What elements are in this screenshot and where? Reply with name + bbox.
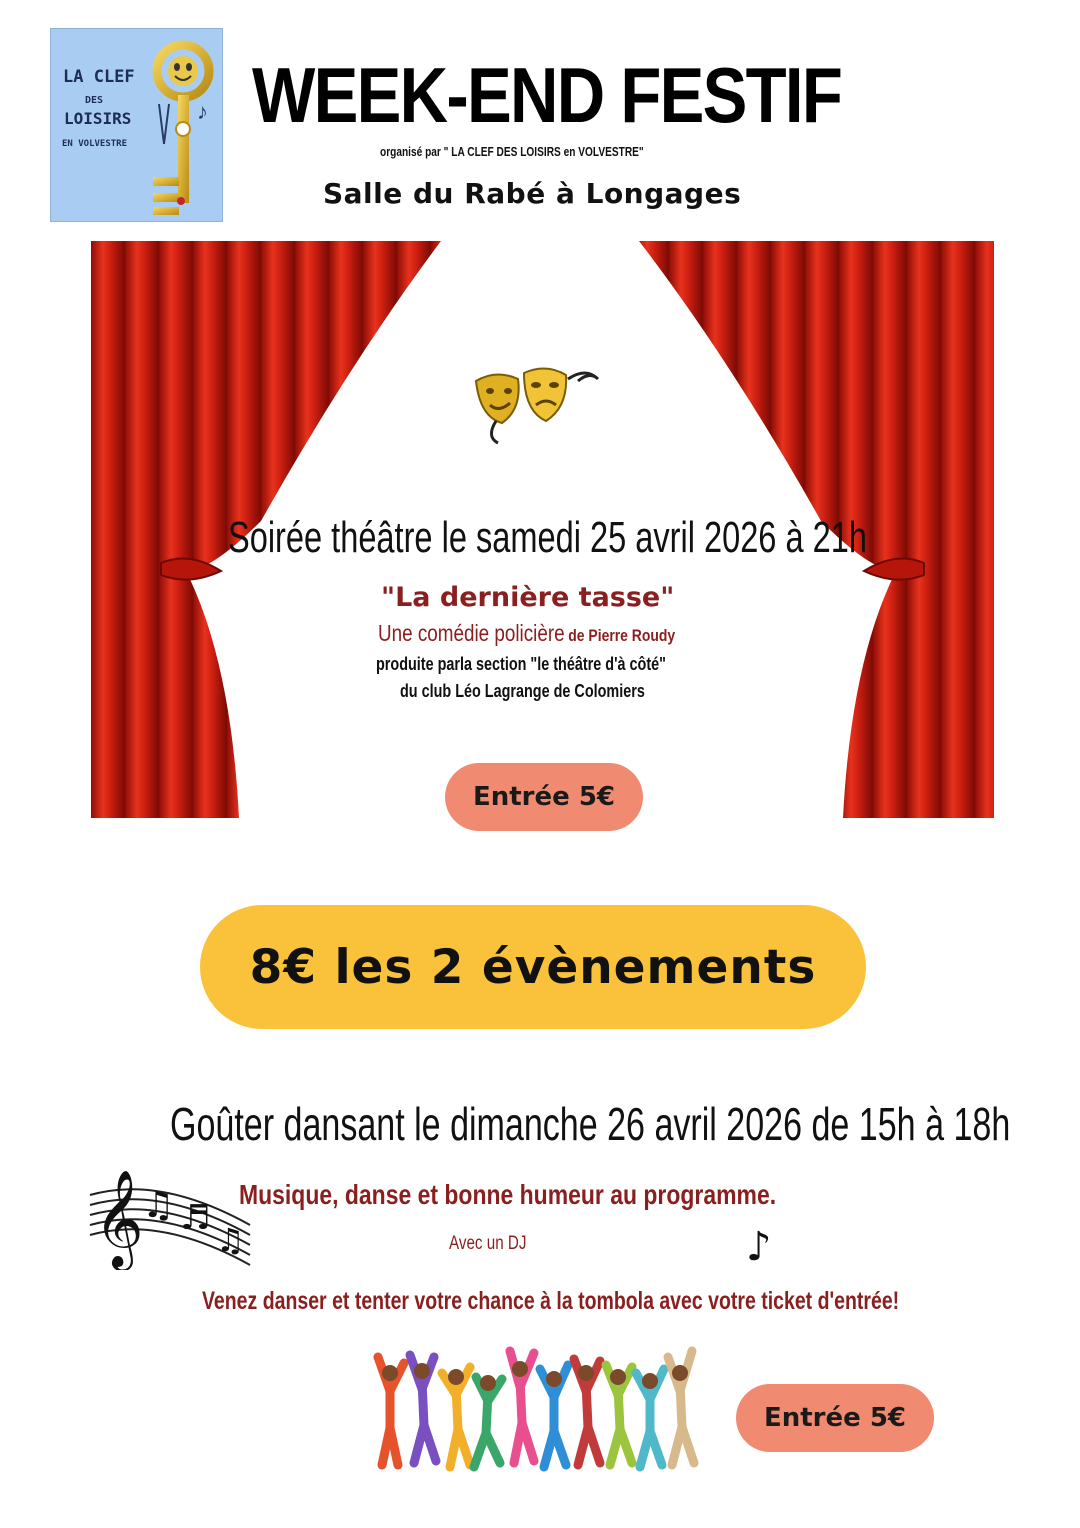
logo-text-line2: DES <box>85 95 104 106</box>
dance-entry-badge: Entrée 5€ <box>736 1384 934 1452</box>
theatre-heading: Soirée théâtre le samedi 25 avril 2026 à 21h <box>228 513 867 562</box>
dance-heading: Goûter dansant le dimanche 26 avril 2026 de 15h à 18h <box>170 1098 1011 1150</box>
logo-text-line3: LOISIRS <box>64 109 132 128</box>
svg-text:♬: ♬ <box>180 1198 211 1238</box>
event-title-text: WEEK-END FESTIF <box>252 51 842 139</box>
dance-program: Musique, danse et bonne humeur au programme. <box>239 1179 777 1210</box>
play-author: de Pierre Roudy <box>568 626 676 645</box>
logo-text-line1: LA CLEF <box>63 67 135 87</box>
svg-text:♪: ♪ <box>197 99 208 124</box>
tombola-line: Venez danser et tenter votre chance à la tombola avec votre ticket d'entrée! <box>202 1287 900 1315</box>
music-staff-icon <box>80 1155 260 1270</box>
play-genre: Une comédie policière <box>378 620 565 646</box>
svg-text:♪: ♪ <box>746 1224 772 1266</box>
combo-price-badge: 8€ les 2 évènements <box>200 905 866 1029</box>
play-genre-line <box>378 620 675 647</box>
music-note-icon <box>742 1222 782 1266</box>
svg-text:𝄞: 𝄞 <box>94 1169 144 1267</box>
club-logo <box>50 28 223 222</box>
dance-dj: Avec un DJ <box>449 1233 527 1254</box>
svg-text:♫: ♫ <box>216 1221 245 1259</box>
organizer-line: organisé par " LA CLEF DES LOISIRS en VOLVESTRE" <box>380 144 644 159</box>
dancing-people-illustration <box>370 1343 705 1473</box>
golden-key-icon <box>51 29 222 221</box>
logo-text-line4: EN VOLVESTRE <box>62 139 128 149</box>
play-production: produite parla section "le théâtre d'à côté" <box>376 654 666 674</box>
play-title: "La dernière tasse" <box>381 582 675 613</box>
svg-text:♫: ♫ <box>142 1185 175 1226</box>
venue-line: Salle du Rabé à Longages <box>323 177 742 210</box>
event-title <box>252 50 852 150</box>
theatre-masks-icon <box>466 359 606 449</box>
theatre-entry-badge: Entrée 5€ <box>445 763 643 831</box>
play-club: du club Léo Lagrange de Colomiers <box>400 681 645 701</box>
